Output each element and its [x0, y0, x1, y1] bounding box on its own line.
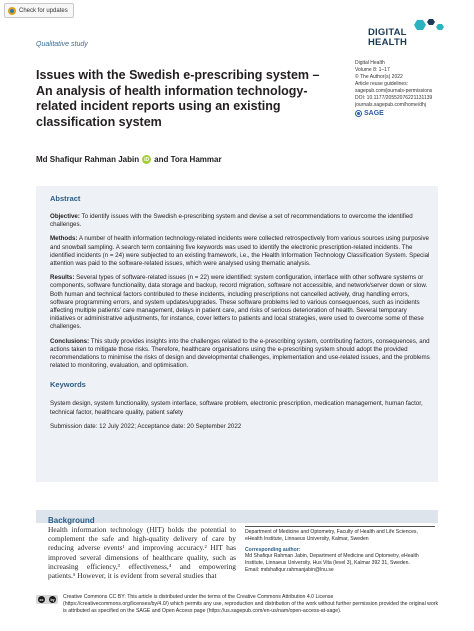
sage-icon	[355, 110, 362, 117]
journal-logo	[366, 18, 446, 48]
meta-line: journals.sagepub.com/home/dhj	[355, 102, 426, 108]
orcid-icon[interactable]: iD	[144, 156, 150, 163]
publisher-name: SAGE	[364, 110, 384, 117]
methods-paragraph	[50, 235, 432, 268]
methods-text: A number of health information technology-related incidents were collected retrospectively from various sources using purposive and snowball sampling. A search term containing five keywords was used to identify the electronic prescription-related incidents. The identified incidents (n = 24) were subjected to an existing framework, i.e., the Health Information Technology Classification System. Special attention was paid to the software-related issues, which were analysed using thematic analysis.	[50, 235, 430, 268]
conclusions-label: Conclusions:	[50, 337, 90, 345]
results-label: Results:	[50, 274, 75, 282]
submission-dates: Submission date: 12 July 2022; Acceptance date: 20 September 2022	[50, 422, 242, 430]
affiliation-dept: Department of Medicine and Optometry, Faculty of Health and Life Sciences, eHealth Institute, Linnaeus University, Kalmar, Sweden	[245, 529, 418, 542]
article-title: Issues with the Swedish e-prescribing system – An analysis of health information technology-related incident reports using an existing classification system	[36, 68, 320, 129]
author-name: Md Shafiqur Rahman Jabin	[36, 155, 140, 164]
background-body	[48, 525, 236, 580]
abstract-heading: Abstract	[50, 194, 81, 203]
methods-label: Methods:	[50, 235, 78, 243]
corresponding-author-email[interactable]: Email: mdshafiqur.rahmanjabin@lnu.se	[245, 566, 334, 573]
meta-line: DOI: 10.1177/20552076221131139	[355, 95, 433, 101]
meta-line: © The Author(s) 2022	[355, 74, 403, 80]
corresponding-author-label: Corresponding author:	[245, 546, 301, 553]
keywords-heading: Keywords	[50, 380, 86, 390]
logo-word-health: HEALTH	[368, 37, 408, 48]
background-section-heading	[36, 510, 438, 523]
meta-line: Volume 8: 1–17	[355, 67, 390, 73]
meta-line: Article reuse guidelines:	[355, 81, 409, 87]
objective-text: To identify issues with the Swedish e-prescribing system and devise a set of recommendations to overcome the identified challenges.	[50, 213, 413, 229]
affiliation-block	[245, 525, 435, 574]
results-paragraph	[50, 274, 432, 331]
check-for-updates-label: Check for updates	[19, 7, 68, 14]
logo-word-digital: DIGITAL	[368, 27, 407, 38]
objective-paragraph	[50, 213, 432, 229]
conclusions-text: This study provides insights into the challenges related to the e-prescribing system, contributing factors, consequences, and actions taken to mitigate those risks. Therefore, healthcare organisations using the e-prescribing system should adopt the provided recommendations to minimise the risks of design and developmental challenges, implementation and use-related issues, and the problems related to monitoring, evaluation, and optimisation.	[50, 337, 430, 370]
crossmark-icon	[8, 7, 16, 15]
hexagon-logo-icon	[410, 18, 446, 32]
by-symbol-icon: by	[50, 597, 55, 602]
coauthor-name: and Tora Hammar	[154, 155, 222, 164]
affiliation-divider	[245, 526, 435, 527]
meta-line: Digital Health	[355, 60, 385, 66]
cc-symbol-icon: cc	[39, 597, 44, 602]
sage-logo	[355, 110, 465, 117]
study-type-label: Qualitative study	[36, 41, 88, 48]
background-heading-label: Background	[48, 516, 95, 525]
check-for-updates-badge[interactable]	[4, 3, 74, 18]
results-text: Several types of software-related issues (n = 22) were identified: system configuration, interface with other software systems or components, software functionality, data storage and backup, record migration, software not accessible, and network/server down or slow. Both human and technical factors contributed to these incidents, including prescriptions not cancelled actively, drug handling errors, software programming errors, and system updates/upgrades. These software problems led to various consequences, such as incidents affecting multiple patients' care management, delays in patient care, and risks of serious deterioration of health. Several temporary initiatives or administrative adjustments, for instance, cover letters to patients and local strategies, were used to overcome some of these challenges.	[50, 274, 428, 331]
creative-commons-icon	[36, 595, 58, 604]
objective-label: Objective:	[50, 213, 80, 220]
license-text: Creative Commons CC BY: This article is distributed under the terms of the Creative Commons Attribution 4.0 License (https://creativecommons.org/licenses/by/4.0/) which permits any use, reproduction and distribution of the work without further permission provided the original work is attributed as specified on the SAGE and Open Access page (https://us.sagepub.com/en-us/nam/open-access-at-sage).	[63, 594, 439, 614]
abstract-panel	[36, 186, 438, 482]
author-line	[36, 155, 222, 164]
meta-line: sagepub.com/journals-permissions	[355, 88, 433, 94]
keywords-text: System design, system functionality, system interface, software problem, electronic prescription, medication management, human factor, technical factor, healthcare quality, patient safety	[50, 400, 423, 416]
journal-meta	[355, 60, 465, 117]
conclusions-paragraph	[50, 338, 432, 371]
license-footer	[36, 594, 440, 615]
corresponding-author-text: Md Shafiqur Rahman Jabin, Department of Medicine and Optometry, eHealth Institute, Linnaeus University, Hus Vita (level 3), Kalmar 392 31, Sweden.	[245, 553, 419, 567]
background-paragraph: Health information technology (HIT) holds the potential to complement the safe and high-quality delivery of care by reducing adverse events¹ and improving accuracy.² HIT has improved several dimensions of healthcare quality, such as increasing efficiency,³ effectiveness,⁴ and empowering patients.⁵ However, it is evident from several studies that	[48, 525, 236, 581]
